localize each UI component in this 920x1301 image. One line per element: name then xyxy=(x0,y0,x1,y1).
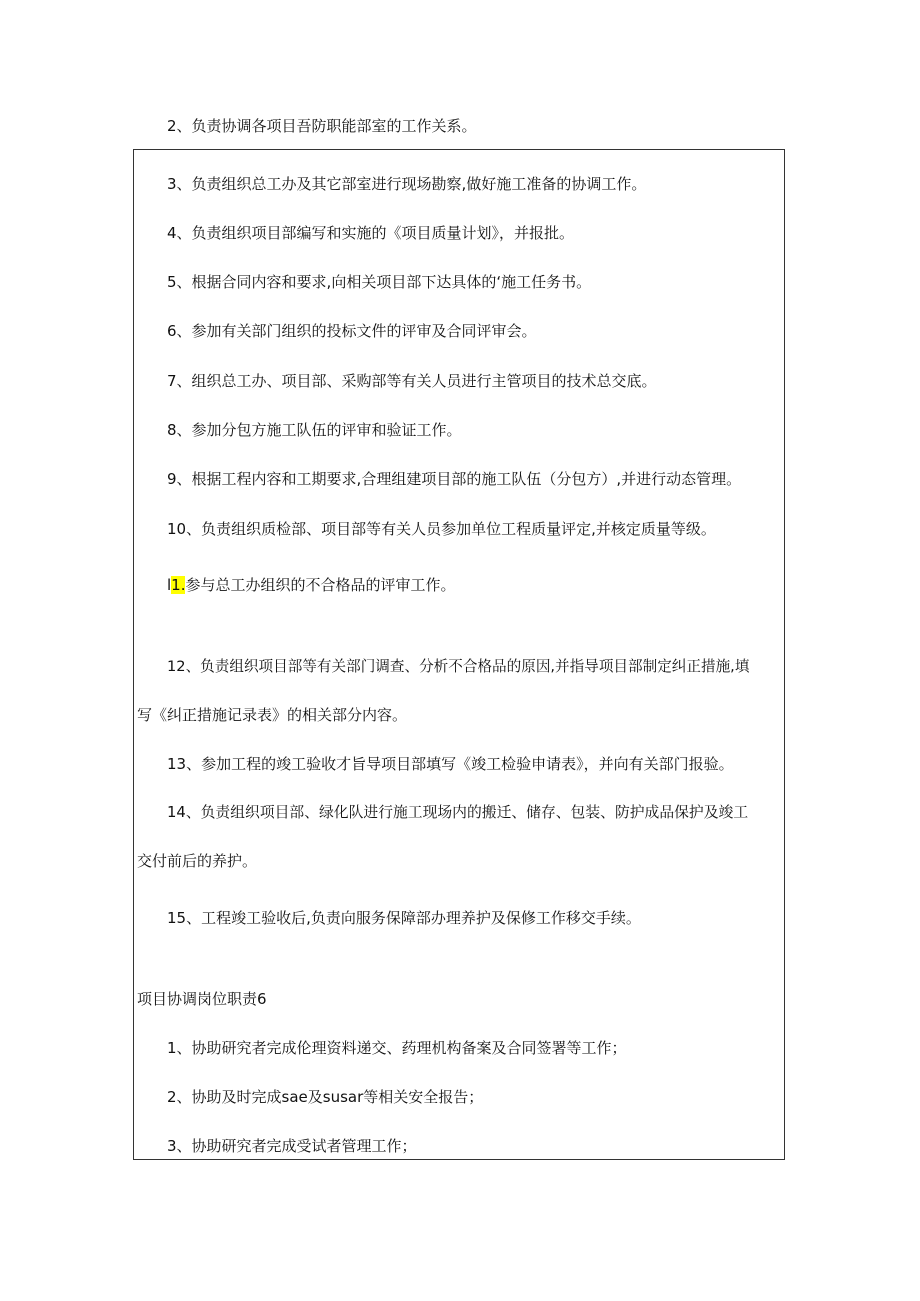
duty-item-5: 5、根据合同内容和要求,向相关项目部下达具体的‘施工任务书。 xyxy=(167,273,592,291)
duty-item-14-line2: 交付前后的养护。 xyxy=(137,852,258,870)
duty-item-12-line2: 写《纠正措施记录表》的相关部分内容。 xyxy=(137,706,408,724)
section-item-1: 1、协助研究者完成伦理资料递交、药理机构备案及合同签署等工作； xyxy=(167,1039,627,1057)
duty-item-8: 8、参加分包方施工队伍的评审和验证工作。 xyxy=(167,421,462,439)
duty-item-4: 4、负责组织项目部编写和实施的《项目质量计划》，并报批。 xyxy=(167,224,575,242)
duty-item-7: 7、组织总工办、项目部、采购部等有关人员进行主管项目的技术总交底。 xyxy=(167,372,657,390)
section-item-3: 3、协助研究者完成受试者管理工作； xyxy=(167,1137,417,1155)
duty-item-10: 10、负责组织质检部、项目部等有关人员参加单位工程质量评定,并核定质量等级。 xyxy=(167,520,716,538)
item-11-text: 参与总工办组织的不合格品的评审工作。 xyxy=(185,576,456,594)
duty-item-11 xyxy=(167,575,456,595)
duty-item-15: 15、工程竣工验收后,负责向服务保障部办理养护及保修工作移交手续。 xyxy=(167,909,641,927)
duty-item-6: 6、参加有关部门组织的投标文件的评审及合同评审会。 xyxy=(167,322,537,340)
duty-item-12-line1: 12、负责组织项目部等有关部门调查、分析不合格品的原因,并指导项目部制定纠正措施,填 xyxy=(167,658,750,675)
duty-item-3: 3、负责组织总工办及其它部室进行现场勘察,做好施工准备的协调工作。 xyxy=(167,175,647,193)
section-item-2: 2、协助及时完成sae及susar等相关安全报告； xyxy=(167,1088,484,1106)
duty-item-14-line1: 14、负责组织项目部、绿化队进行施工现场内的搬迁、储存、包装、防护成品保护及竣工 xyxy=(167,804,749,821)
item-11-prefix: l xyxy=(167,576,172,594)
section-title: 项目协调岗位职责6 xyxy=(137,990,267,1008)
duty-item-9: 9、根据工程内容和工期要求,合理组建项目部的施工队伍（分包方）,并进行动态管理。 xyxy=(167,470,742,488)
duty-item-13: 13、参加工程的竣工验收才旨导项目部填写《竣工检验申请表》，并向有关部门报验。 xyxy=(167,755,734,773)
highlighted-number: 1. xyxy=(171,576,186,594)
duty-item-2: 2、负责协调各项目吾防职能部室的工作关系。 xyxy=(167,117,477,135)
